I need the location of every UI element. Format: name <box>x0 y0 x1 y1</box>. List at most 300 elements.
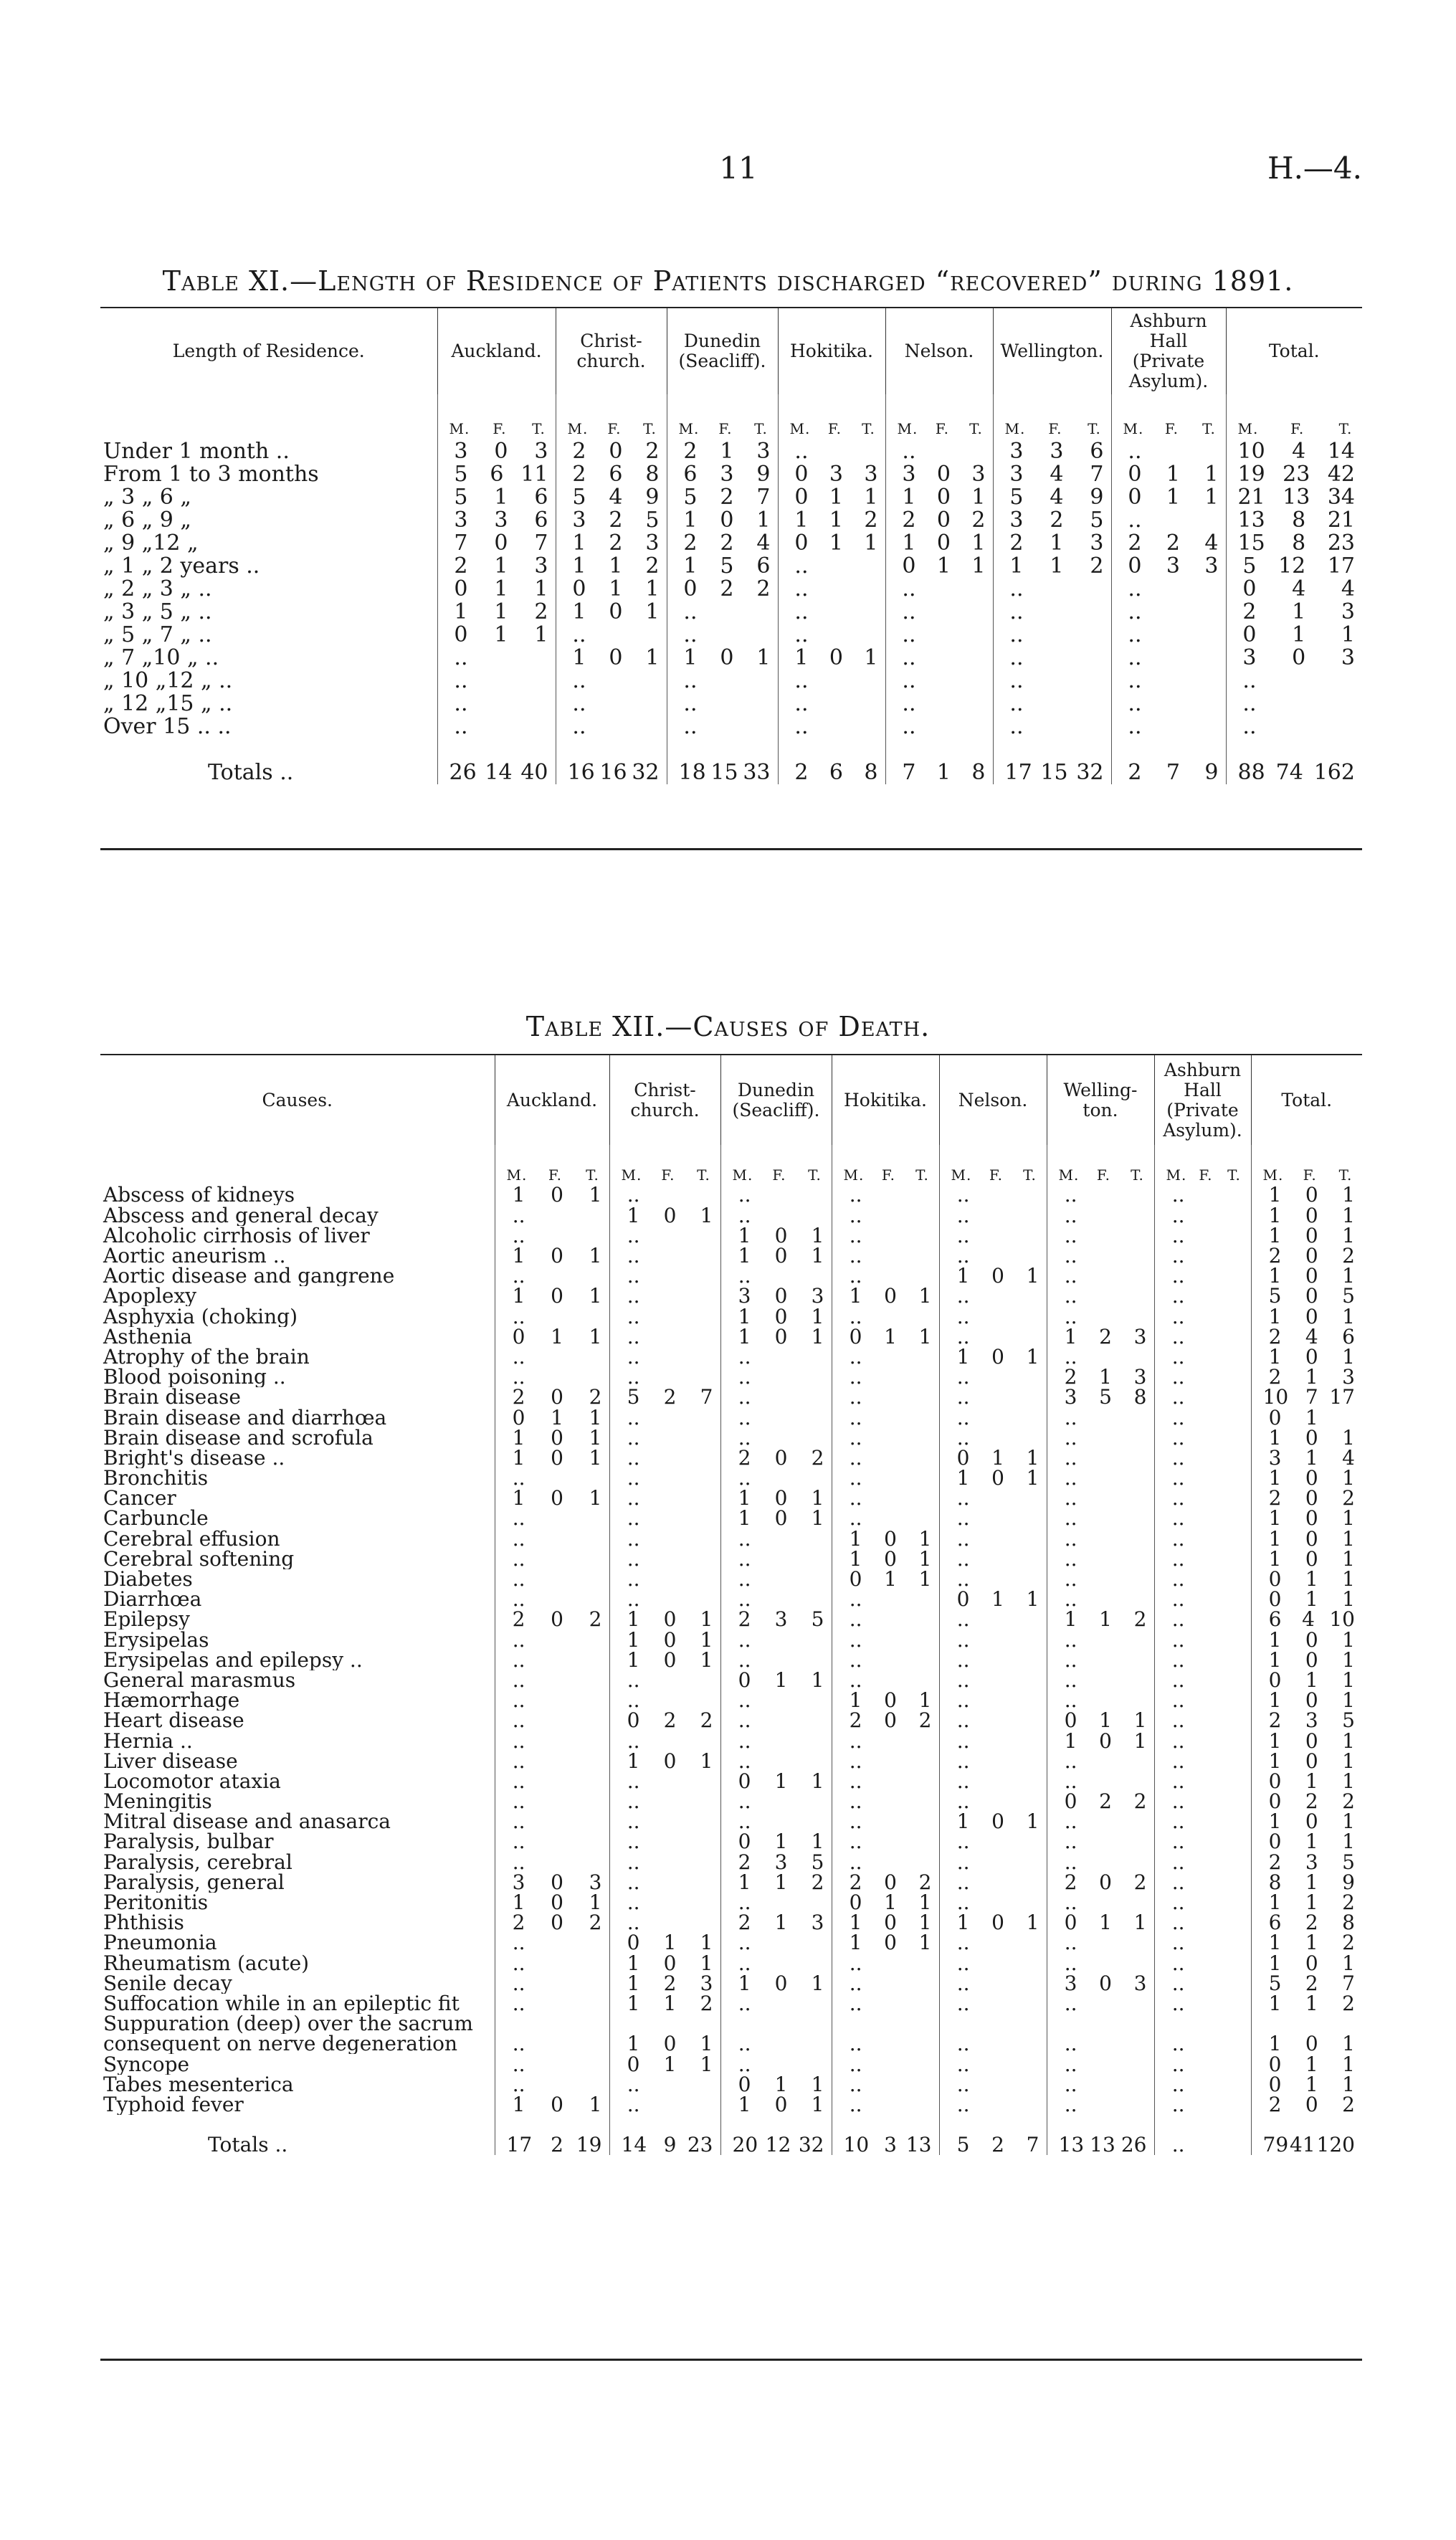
count-value <box>658 1488 677 1508</box>
subhead-label: T. <box>862 420 875 437</box>
count-value <box>1021 1690 1039 1711</box>
count-value: 0 <box>1268 2072 1282 2096</box>
count-value <box>986 1307 1004 1327</box>
count-value <box>913 1609 932 1630</box>
count-value: 0 <box>1128 462 1142 487</box>
count-value: 2 <box>663 1708 677 1733</box>
count-value: .. <box>627 1445 640 1470</box>
count-value <box>1161 670 1180 693</box>
count-value <box>695 1913 713 1933</box>
table-row <box>100 1670 1362 1690</box>
count-value <box>986 2034 1004 2054</box>
count-value: 120 <box>1316 2133 1355 2157</box>
count-value: 2 <box>849 1870 862 1894</box>
count-value <box>913 1994 932 2014</box>
count-value: 1 <box>1064 1324 1077 1349</box>
count-value: 0 <box>663 1607 677 1632</box>
count-value: .. <box>956 1850 970 1874</box>
row-label: Asphyxia (choking) <box>103 1306 298 1327</box>
count-value <box>658 2095 677 2115</box>
row-label: Senile decay <box>103 1973 232 1994</box>
table-row <box>100 2095 1362 2115</box>
count-value <box>658 1367 677 1387</box>
count-value <box>1093 1751 1112 1771</box>
count-value: 9 <box>1090 485 1104 510</box>
count-value: 0 <box>551 1244 563 1268</box>
count-value: 0 <box>1305 1425 1318 1450</box>
count-value: 14 <box>485 760 513 785</box>
count-value <box>1196 1508 1214 1528</box>
count-value <box>695 1246 713 1266</box>
table-row <box>100 1286 1362 1306</box>
count-value <box>1093 1812 1112 1832</box>
count-value: 0 <box>1305 1749 1318 1773</box>
count-value: 6 <box>609 462 623 487</box>
table-row <box>100 1468 1362 1488</box>
count-value <box>878 1408 897 1428</box>
row-label: Tabes mesenterica <box>103 2074 294 2095</box>
count-value: .. <box>849 1728 862 1753</box>
count-value <box>986 1974 1004 1994</box>
count-value: .. <box>627 1284 640 1308</box>
count-value <box>932 670 951 693</box>
table-row <box>100 601 1362 624</box>
table-row <box>100 693 1362 715</box>
count-value: 5 <box>720 553 734 579</box>
count-value: 1 <box>627 1749 640 1773</box>
count-value: 0 <box>774 1506 788 1531</box>
count-value: .. <box>627 1244 640 1268</box>
count-value: .. <box>849 1486 862 1511</box>
count-value <box>878 1206 897 1226</box>
count-value: 5 <box>454 485 468 510</box>
count-value: 3 <box>454 439 468 464</box>
count-value: 1 <box>1342 1809 1355 1834</box>
count-value: 1 <box>627 1607 640 1632</box>
count-value: .. <box>454 645 468 670</box>
count-value: 14 <box>1327 439 1355 464</box>
count-value: .. <box>627 1587 640 1612</box>
count-value: 0 <box>1268 1668 1282 1692</box>
count-value: .. <box>627 1466 640 1490</box>
count-value: 3 <box>1133 1324 1147 1349</box>
count-value: 1 <box>494 485 508 510</box>
count-value: 1 <box>512 1425 525 1450</box>
count-value <box>1093 1630 1112 1650</box>
count-value <box>1225 1185 1244 1205</box>
count-value <box>1196 1954 1214 1974</box>
table-row <box>100 1609 1362 1630</box>
count-value <box>806 1751 824 1771</box>
count-value <box>986 2075 1004 2095</box>
count-value <box>658 2075 677 2095</box>
count-value: 1 <box>1342 2032 1355 2056</box>
count-value: 1 <box>1268 1203 1282 1227</box>
count-value: .. <box>1171 2133 1185 2157</box>
count-value <box>695 1468 713 1488</box>
count-value <box>878 1307 897 1327</box>
row-label: „ 10 „12 „ .. <box>103 670 233 693</box>
count-value: .. <box>738 1385 751 1409</box>
count-value: .. <box>956 1223 970 1247</box>
count-value: 1 <box>1305 1769 1318 1793</box>
count-value: 0 <box>609 439 623 464</box>
count-value: 1 <box>572 531 586 556</box>
count-value <box>1021 1832 1039 1852</box>
row-label: Brain disease <box>103 1387 241 1408</box>
count-value: 11 <box>520 462 548 487</box>
count-value: .. <box>627 1728 640 1753</box>
count-value <box>824 601 843 624</box>
count-value <box>695 1529 713 1549</box>
count-value: .. <box>1064 1688 1077 1713</box>
count-value <box>860 715 878 738</box>
count-value <box>967 715 986 738</box>
count-value <box>1196 2055 1214 2075</box>
count-value <box>1196 1751 1214 1771</box>
count-value <box>1093 1246 1112 1266</box>
count-value: 1 <box>1268 1728 1282 1753</box>
subhead-label: F. <box>661 1166 675 1184</box>
count-value: .. <box>794 714 809 739</box>
count-value: 1 <box>774 1668 788 1692</box>
count-value: .. <box>738 1931 751 1955</box>
count-value <box>878 2034 897 2054</box>
count-value: .. <box>1171 1405 1185 1430</box>
count-value: 1 <box>1342 1203 1355 1227</box>
count-value: .. <box>454 668 468 693</box>
count-value: 3 <box>756 439 771 464</box>
count-value: 16 <box>567 760 595 785</box>
count-value: 1 <box>811 1668 824 1692</box>
count-value: 0 <box>884 1284 897 1308</box>
count-value <box>1336 1408 1355 1428</box>
count-value: 1 <box>512 1486 525 1511</box>
count-value <box>584 2034 602 2054</box>
count-value: 1 <box>609 576 623 601</box>
count-value <box>986 1488 1004 1508</box>
count-value: 2 <box>1342 1244 1355 1268</box>
count-value <box>913 1185 932 1205</box>
count-value <box>806 2055 824 2075</box>
count-value: 10 <box>1329 1607 1355 1632</box>
subhead-label: F. <box>1164 420 1179 437</box>
count-value: 7 <box>902 760 916 785</box>
count-value: 3 <box>1204 553 1219 579</box>
count-value <box>1225 1428 1244 1448</box>
count-value <box>1093 1529 1112 1549</box>
count-value <box>1021 1488 1039 1508</box>
count-value: 0 <box>829 645 843 670</box>
count-value: 1 <box>589 1425 602 1450</box>
count-value: 1 <box>1026 1809 1039 1834</box>
count-value: .. <box>1128 668 1142 693</box>
count-value: 2 <box>589 1385 602 1409</box>
row-label: „ 5 „ 7 „ .. <box>103 624 212 647</box>
count-value <box>530 647 548 670</box>
count-value: 1 <box>1305 2052 1318 2076</box>
count-value <box>695 1690 713 1711</box>
subhead-label: M. <box>506 1166 528 1184</box>
subhead-label: M. <box>1237 420 1259 437</box>
count-value <box>658 1226 677 1246</box>
count-value: 3 <box>884 2133 897 2157</box>
count-value: 7 <box>1305 1385 1318 1409</box>
count-value: 1 <box>512 1445 525 1470</box>
row-label: Alcoholic cirrhosis of liver <box>103 1225 370 1246</box>
count-value: 0 <box>663 1951 677 1975</box>
table12-header-row <box>100 1055 1362 1145</box>
count-value <box>986 1954 1004 1974</box>
count-value: 2 <box>534 599 548 624</box>
count-value: 1 <box>918 1890 932 1915</box>
count-value <box>1021 1974 1039 1994</box>
count-value: 1 <box>663 2052 677 2076</box>
count-value: .. <box>1171 1445 1185 1470</box>
count-value <box>752 601 771 624</box>
count-value: 2 <box>1342 1486 1355 1511</box>
count-value <box>695 1448 713 1468</box>
count-value: 3 <box>1133 1971 1147 1995</box>
table-row <box>100 1731 1362 1751</box>
count-value <box>695 1812 713 1832</box>
count-value: .. <box>849 1850 862 1874</box>
count-value <box>1196 1488 1214 1508</box>
count-value: .. <box>627 1526 640 1551</box>
count-value: 1 <box>1133 1911 1147 1935</box>
row-label: Hæmorrhage <box>103 1690 240 1711</box>
count-value: .. <box>902 714 916 739</box>
count-value <box>1021 1873 1039 1893</box>
count-value: .. <box>1064 1546 1077 1571</box>
count-value: .. <box>1128 599 1142 624</box>
count-value: .. <box>1171 2052 1185 2076</box>
count-value <box>1093 1286 1112 1306</box>
count-value: .. <box>512 1668 525 1692</box>
count-value: 1 <box>551 1324 563 1349</box>
count-value: 2 <box>1128 760 1142 785</box>
count-value: .. <box>1064 1830 1077 1854</box>
count-value: 1 <box>1305 2072 1318 2096</box>
count-value: .. <box>738 1789 751 1814</box>
count-value: .. <box>956 2072 970 2096</box>
count-value: 1 <box>1268 1344 1282 1369</box>
count-value <box>530 693 548 715</box>
count-value <box>1196 1448 1214 1468</box>
count-value: 1 <box>1026 1466 1039 1490</box>
count-value <box>545 1529 563 1549</box>
count-value: 0 <box>738 1769 751 1793</box>
table-row <box>100 1832 1362 1852</box>
table11-col-header: Hokitika. <box>778 308 885 394</box>
count-value: 0 <box>1099 1870 1112 1894</box>
count-value <box>1093 2075 1112 2095</box>
count-value: 3 <box>512 1870 525 1894</box>
table12-col-header: Total. <box>1251 1055 1362 1145</box>
table-row <box>100 1549 1362 1569</box>
count-value <box>1085 670 1104 693</box>
count-value: 3 <box>1342 1365 1355 1389</box>
count-value <box>715 693 734 715</box>
count-value <box>584 1508 602 1528</box>
count-value: 2 <box>683 531 698 556</box>
count-value <box>1196 1994 1214 2014</box>
count-value <box>824 555 843 578</box>
count-value: 2 <box>738 1850 751 1874</box>
count-value: .. <box>1171 1830 1185 1854</box>
count-value <box>932 715 951 738</box>
count-value: 1 <box>1342 2052 1355 2076</box>
count-value: 3 <box>1242 645 1257 670</box>
count-value: 2 <box>512 1911 525 1935</box>
count-value: .. <box>1064 1223 1077 1247</box>
count-value: 1 <box>627 1951 640 1975</box>
count-value: 1 <box>829 531 843 556</box>
subhead-label: M. <box>732 1166 753 1184</box>
count-value <box>584 1933 602 1953</box>
count-value <box>824 440 843 463</box>
table-row <box>100 647 1362 670</box>
count-value <box>913 1387 932 1407</box>
count-value <box>695 1488 713 1508</box>
count-value <box>1093 1893 1112 1913</box>
count-value <box>986 1771 1004 1792</box>
count-value <box>1128 1286 1147 1306</box>
count-value: 2 <box>1305 1971 1318 1995</box>
count-value: 6 <box>534 508 548 533</box>
count-value <box>1128 1812 1147 1832</box>
page-number: 11 <box>719 151 758 186</box>
count-value <box>986 1792 1004 1812</box>
count-value <box>545 1650 563 1670</box>
count-value: .. <box>1064 1244 1077 1268</box>
count-value <box>1128 2034 1147 2054</box>
count-value: .. <box>849 1466 862 1490</box>
count-value <box>769 1650 788 1670</box>
table-row <box>100 1589 1362 1609</box>
count-value: 1 <box>1099 1708 1112 1733</box>
count-value: 34 <box>1327 485 1355 510</box>
count-value <box>1225 2055 1244 2075</box>
table11-row-header: Length of Residence. <box>172 341 365 361</box>
count-value: 2 <box>1268 1365 1282 1389</box>
count-value: .. <box>683 691 698 716</box>
count-value <box>1085 624 1104 647</box>
count-value <box>695 1286 713 1306</box>
count-value: 2 <box>1268 2092 1282 2116</box>
count-value: 3 <box>811 1911 824 1935</box>
count-value: .. <box>1064 1344 1077 1369</box>
count-value: 2 <box>720 531 734 556</box>
count-value: .. <box>849 1304 862 1328</box>
count-value: 3 <box>572 508 586 533</box>
count-value: .. <box>738 1708 751 1733</box>
table12-col-header: Hokitika. <box>832 1055 939 1145</box>
count-value: 1 <box>991 1445 1004 1470</box>
count-value: 0 <box>1305 1223 1318 1247</box>
subhead-label: T. <box>1338 420 1353 437</box>
count-value: .. <box>956 1931 970 1955</box>
count-value: 0 <box>1305 2092 1318 2116</box>
count-value: 6 <box>1268 1607 1282 1632</box>
count-value <box>769 1954 788 1974</box>
count-value: 1 <box>627 2032 640 2056</box>
count-value: 0 <box>609 599 623 624</box>
count-value: 3 <box>1009 508 1024 533</box>
count-value: 8 <box>971 760 986 785</box>
count-value <box>545 1226 563 1246</box>
count-value <box>490 647 508 670</box>
count-value: .. <box>849 1385 862 1409</box>
count-value: 88 <box>1237 760 1265 785</box>
row-label: Aortic aneurism .. <box>103 1246 286 1267</box>
count-value: 7 <box>1166 760 1180 785</box>
row-label: Erysipelas <box>103 1630 209 1650</box>
count-value: 0 <box>884 1708 897 1733</box>
count-value <box>1200 624 1219 647</box>
count-value: 1 <box>1133 1708 1147 1733</box>
count-value <box>913 1246 932 1266</box>
count-value: 1 <box>849 1546 862 1571</box>
count-value <box>584 1771 602 1792</box>
count-value <box>1196 1367 1214 1387</box>
count-value: 42 <box>1327 462 1355 487</box>
count-value <box>1128 1206 1147 1226</box>
count-value: 0 <box>720 508 734 533</box>
count-value <box>1196 1468 1214 1488</box>
count-value: 2 <box>1305 1789 1318 1814</box>
count-value: 1 <box>774 2072 788 2096</box>
count-value: .. <box>683 622 698 647</box>
count-value <box>1196 1529 1214 1549</box>
count-value: .. <box>454 714 468 739</box>
count-value: .. <box>738 1647 751 1672</box>
count-value: .. <box>738 1991 751 2015</box>
count-value: 0 <box>774 1971 788 1995</box>
count-value <box>1021 1792 1039 1812</box>
count-value: 1 <box>756 645 771 670</box>
count-value <box>584 1751 602 1771</box>
count-value <box>806 1206 824 1226</box>
count-value: 1 <box>849 1931 862 1955</box>
count-value <box>878 2075 897 2095</box>
count-value <box>584 1529 602 1549</box>
count-value: 1 <box>1305 1890 1318 1915</box>
count-value <box>1225 1670 1244 1690</box>
count-value: .. <box>1064 1850 1077 1874</box>
count-value: .. <box>1171 1789 1185 1814</box>
count-value <box>1225 1589 1244 1609</box>
row-label: Under 1 month .. <box>103 440 290 463</box>
count-value: .. <box>849 2072 862 2096</box>
count-value <box>1196 1307 1214 1327</box>
count-value: 0 <box>936 462 951 487</box>
count-value: 1 <box>756 508 771 533</box>
count-value: 3 <box>1305 1708 1318 1733</box>
count-value: .. <box>627 1264 640 1288</box>
count-value: 1 <box>971 553 986 579</box>
count-value: .. <box>1064 2092 1077 2116</box>
count-value: .. <box>1064 2052 1077 2076</box>
count-value <box>545 1569 563 1589</box>
count-value: .. <box>627 2072 640 2096</box>
count-value: 6 <box>1342 1324 1355 1349</box>
count-value: 1 <box>700 2052 713 2076</box>
count-value: 0 <box>663 2032 677 2056</box>
count-value <box>769 1994 788 2014</box>
table12-bottom-rule <box>100 2359 1362 2361</box>
count-value <box>1021 1751 1039 1771</box>
